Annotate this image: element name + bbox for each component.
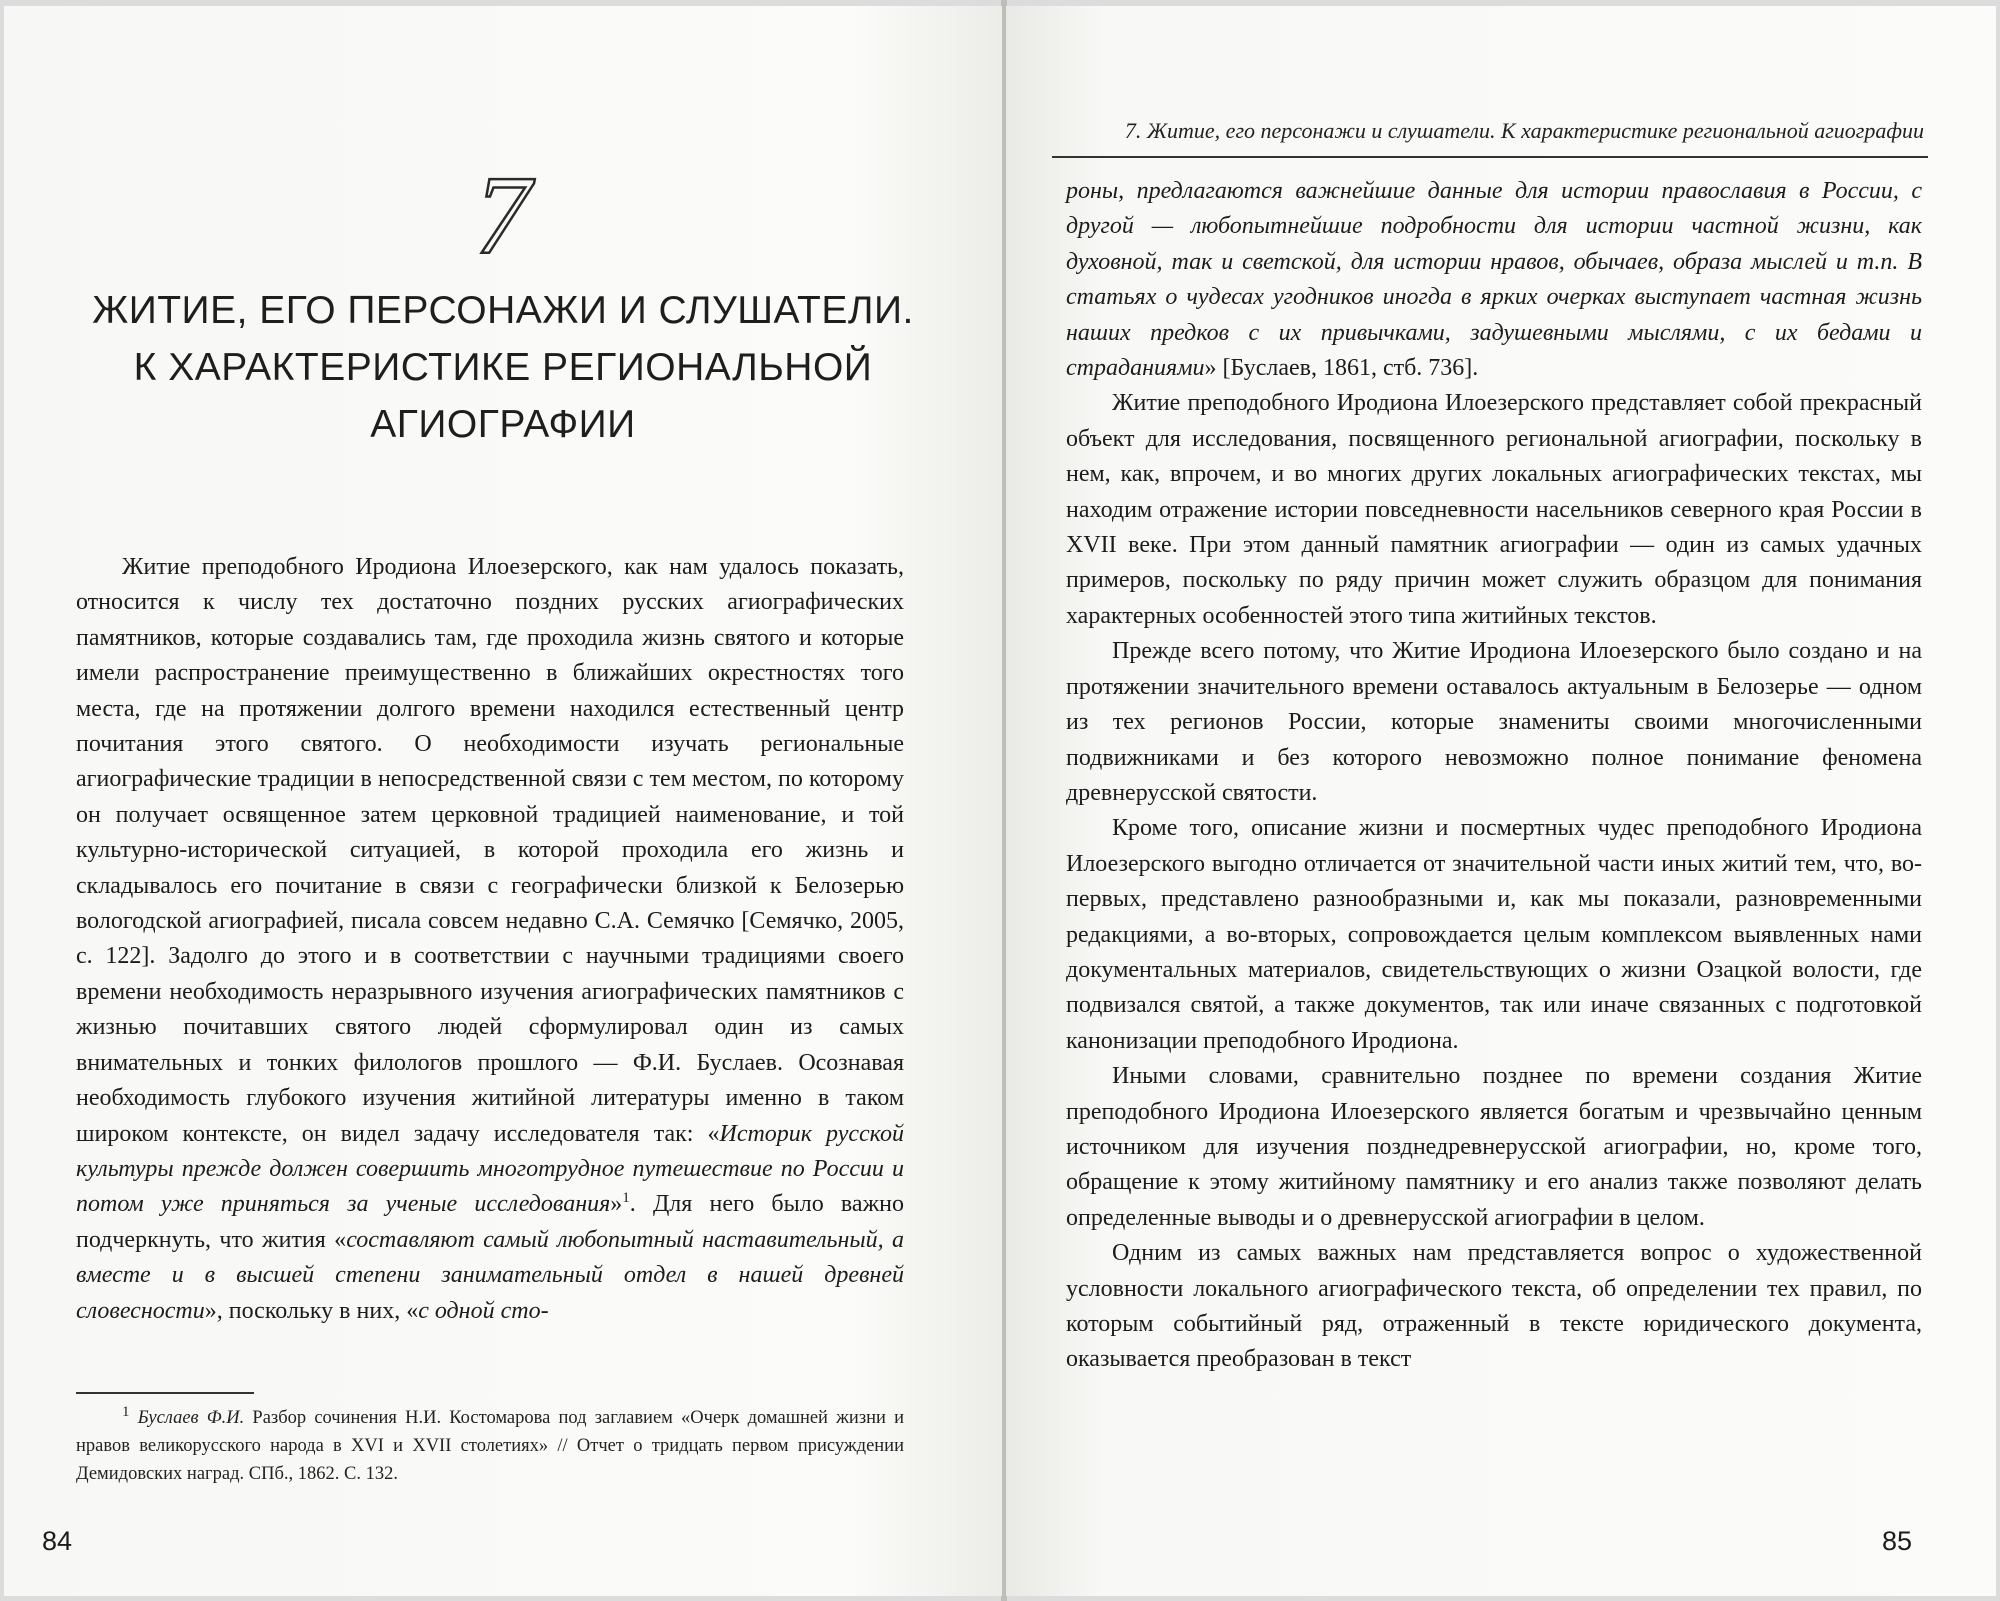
body-paragraph: Иными словами, сравнительно позднее по времени создания Житие преподобного Иродиона Илоезерского является богатым и чрезвычайно ценным источником для изучения позднедревнерусской агиографии, но, кроме того, обращение к этому житийному памятнику и его анализ также позволяют делать определенные выводы и о древнерусской агиографии в целом. bbox=[1066, 1063, 1922, 1231]
footnote-divider bbox=[76, 1392, 254, 1394]
chapter-number: 7 bbox=[475, 154, 531, 278]
right-page bbox=[1006, 6, 1996, 1596]
footnote-author: Буслаев Ф.И. bbox=[137, 1408, 245, 1428]
running-head: 7. Житие, его персонажи и слушатели. К характеристике региональной агиографии bbox=[1124, 118, 1924, 143]
left-body-text bbox=[76, 550, 904, 1329]
right-body-text bbox=[1066, 174, 1922, 1378]
body-paragraph: Житие преподобного Иродиона Илоезерского представляет собой прекрасный объект для исследования, посвященного региональной агиографии, поскольку в нем, как, впрочем, и во многих других локальных агиографических текстах, мы находим отражение истории повседневности насельников северного края России в XVII веке. При этом данный памятник агиографии — один из самых удачных примеров, поскольку по ряду причин может служить образцом для понимания характерных особенностей этого типа житийных текстов. bbox=[1066, 390, 1922, 629]
chapter-title-line: К ХАРАКТЕРИСТИКЕ РЕГИОНАЛЬНОЙ bbox=[133, 346, 873, 389]
page-number: 84 bbox=[42, 1526, 73, 1556]
quote: Историк русской культуры прежде должен совершить многотрудное путешествие по России и потом уже приняться за ученые исследования bbox=[76, 1120, 904, 1218]
running-head-rule bbox=[1052, 156, 1928, 158]
page-number: 85 bbox=[1882, 1526, 1913, 1556]
quote: с одной сто- bbox=[418, 1297, 549, 1324]
footnote-text: Разбор сочинения Н.И. Костомарова под заглавием «Очерк домашней жизни и нравов великорусского народа в XVI и XVII столетиях» // Отчет о тридцать первом присуждении Демидовских наград. СПб., 1862. С. 132. bbox=[76, 1408, 905, 1484]
quote: составляют самый любопытный наставительный, а вместе и в высшей степени занимательный отдел в нашей древней словесности bbox=[76, 1226, 905, 1324]
chapter-title bbox=[84, 282, 922, 453]
body-paragraph: роны, предлагаются важнейшие данные для истории православия в России, с другой — любопытнейшие подробности для истории частной жизни, как духовной, так и светской, для истории нравов, обычаев, образа мыслей и т.п. В статьях о чудесах угодников иногда в ярких очерках выступает частная жизнь наших предков с их привычками, задушевными мыслями, с их бедами и страданиями» [Буслаев, 1861, стб. 736]. bbox=[1066, 178, 1922, 382]
body-paragraph: Житие преподобного Иродиона Илоезерского, как нам удалось показать, относится к числу тех достаточно поздних русских агиографических памятников, которые создавались там, где проходила жизнь святого и которые имели распространение преимущественно в ближайших окрестностях того места, где на протяжении долгого времени находился естественный центр почитания этого святого. О необходимости изучать региональные агиографические традиции в непосредственной связи с тем местом, по которому он получает освященное затем церковной традицией наименование, и той культурно-исторической ситуацией, в которой проходила его жизнь и складывалось его почитание в связи с географически близкой к Белозерью вологодской агиографией, писала совсем недавно С.А. Семячко [Семячко, 2005, с. 122]. Задолго до этого и в соответствии с научными традициями своего времени необходимость неразрывного изучения агиографических памятников с жизнью почитавших святого людей сформулировал один из самых внимательных и тонких филологов прошлого — Ф.И. Буслаев. Осознавая необходимость глубокого изучения житийной литературы именно в таком широком контексте, он видел задачу исследователя так: «Историк русской культуры прежде должен совершить многотрудное путешествие по России и потом уже приняться за ученые исследования»$^1$. Для него было важно подчеркнуть, что жития «составляют самый любопытный наставительный, а вместе и в высшей степени занимательный отдел в нашей древней словесности», поскольку в них, «с одной сто- bbox=[76, 554, 905, 1324]
footnote bbox=[76, 1404, 904, 1488]
body-paragraph: Кроме того, описание жизни и посмертных чудес преподобного Иродиона Илоезерского выгодно отличается от значительной части иных житий тем, что, во-первых, представлено разнообразными и, как мы показали, разновременными редакциями, а во-вторых, сопровождается целым комплексом выявленных нами документальных материалов, свидетельствующих о жизни Озацкой волости, где подвизался святой, а также документов, так или иначе связанных с подготовкой канонизации преподобного Иродиона. bbox=[1066, 815, 1922, 1054]
chapter-title-line: ЖИТИЕ, ЕГО ПЕРСОНАЖИ И СЛУШАТЕЛИ. bbox=[92, 289, 914, 332]
footnote-number: 1 bbox=[122, 1403, 130, 1420]
body-paragraph: Прежде всего потому, что Житие Иродиона Илоезерского было создано и на протяжении значительного времени оставалось актуальным в Белозерье — одном из тех регионов России, которые знамениты своими многочисленными подвижниками и без которого невозможно полное понимание феномена древнерусской святости. bbox=[1066, 638, 1922, 806]
left-page bbox=[4, 6, 1002, 1596]
quote: роны, предлагаются важнейшие данные для истории православия в России, с другой — любопытнейшие подробности для истории частной жизни, как духовной, так и светской, для истории нравов, обычаев, образа мыслей и т.п. В статьях о чудесах угодников иногда в ярких очерках выступает частная жизнь наших предков с их привычками, задушевными мыслями, с их бедами и страданиями bbox=[1066, 178, 1922, 382]
body-paragraph: Одним из самых важных нам представляется вопрос о художественной условности локального агиографического текста, об определении тех правил, по которым событийный ряд, отраженный в тексте юридического документа, оказывается преобразован в текст bbox=[1066, 1240, 1922, 1373]
footnote-marker[interactable]: 1 bbox=[622, 1190, 630, 1207]
chapter-title-line: АГИОГРАФИИ bbox=[370, 403, 636, 446]
